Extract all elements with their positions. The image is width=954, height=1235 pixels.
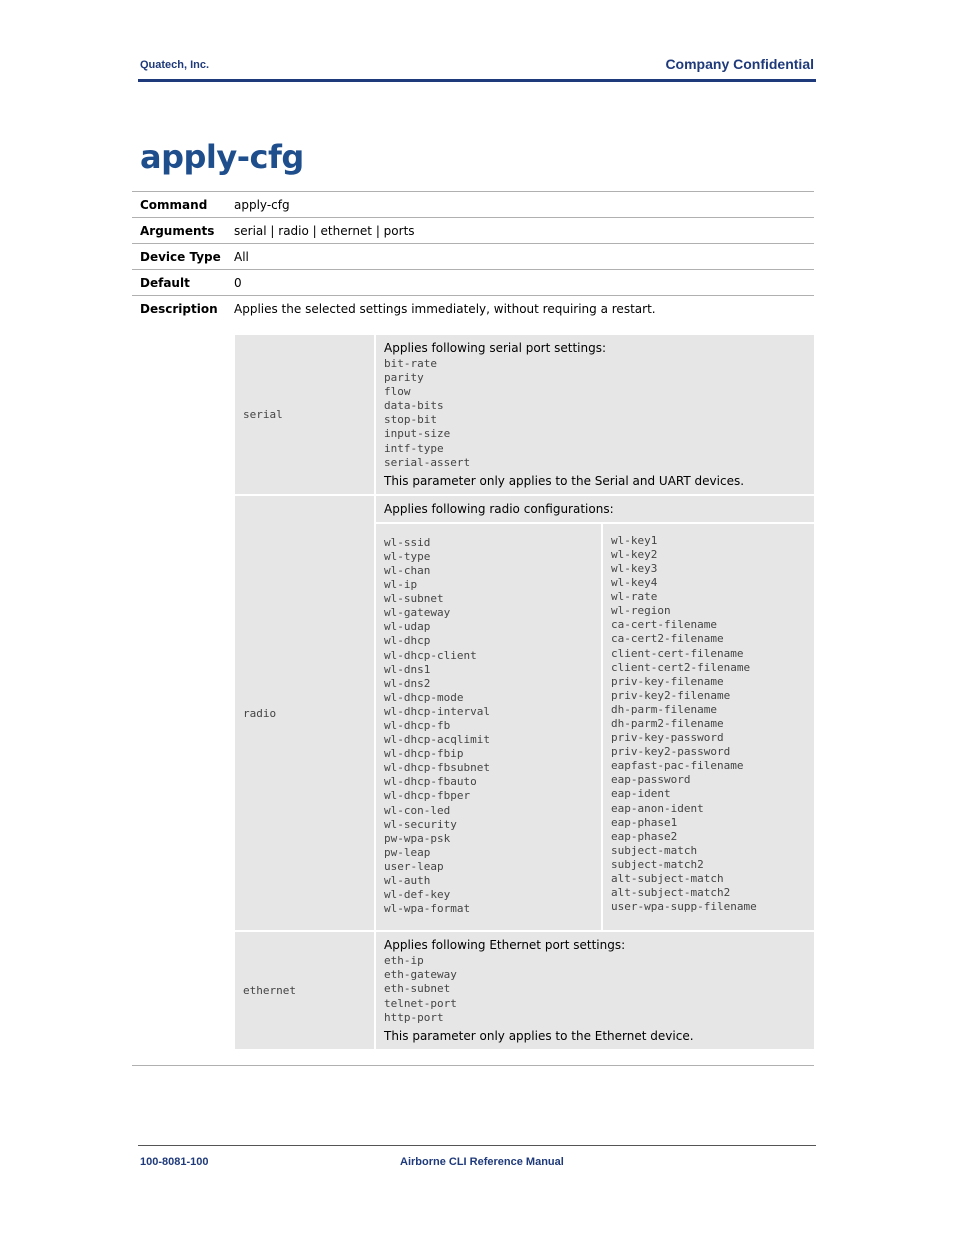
property-value: 0 bbox=[234, 275, 242, 290]
setting-name: eth-ip bbox=[384, 954, 424, 968]
setting-name: pw-wpa-psk bbox=[384, 831, 451, 845]
setting-name: wl-key4 bbox=[611, 576, 658, 590]
arg-intro: Applies following Ethernet port settings: bbox=[384, 938, 626, 953]
setting-name: ca-cert2-filename bbox=[611, 632, 724, 646]
setting-name: pw-leap bbox=[384, 845, 431, 859]
setting-name: wl-region bbox=[611, 604, 671, 618]
setting-name: eap-anon-ident bbox=[611, 801, 704, 815]
arg-name: serial bbox=[235, 335, 374, 494]
setting-name: wl-dns1 bbox=[384, 662, 431, 676]
setting-name: ca-cert-filename bbox=[611, 618, 717, 632]
property-value: All bbox=[234, 249, 249, 264]
setting-name: eapfast-pac-filename bbox=[611, 759, 744, 773]
setting-name: wl-dhcp-fbauto bbox=[384, 775, 477, 789]
setting-name: eap-phase2 bbox=[611, 829, 678, 843]
setting-name: wl-key3 bbox=[611, 561, 658, 575]
setting-name: wl-key2 bbox=[611, 547, 658, 561]
setting-name: wl-chan bbox=[384, 563, 431, 577]
property-key: Command bbox=[140, 197, 208, 212]
arg-intro: Applies following serial port settings: bbox=[384, 341, 607, 355]
header-rule bbox=[138, 79, 816, 82]
setting-name: client-cert-filename bbox=[611, 646, 744, 660]
header-confidential: Company Confidential bbox=[665, 56, 814, 72]
setting-name: wl-dns2 bbox=[384, 676, 431, 690]
setting-name: bit-rate bbox=[384, 357, 437, 370]
setting-name: wl-udap bbox=[384, 620, 431, 634]
setting-name: serial-assert bbox=[384, 455, 471, 469]
setting-name: eth-gateway bbox=[384, 968, 457, 982]
arg-setting-list bbox=[384, 357, 806, 470]
setting-name: wl-key1 bbox=[611, 533, 658, 547]
setting-name: telnet-port bbox=[384, 996, 457, 1010]
arg-note: This parameter only applies to the Serial and UART devices. bbox=[384, 473, 745, 488]
property-row bbox=[132, 269, 814, 295]
setting-name: wl-dhcp-fbip bbox=[384, 747, 464, 761]
setting-name: wl-con-led bbox=[384, 803, 451, 817]
arg-name: ethernet bbox=[235, 932, 374, 1048]
page-title: apply-cfg bbox=[140, 138, 304, 176]
setting-name: eap-phase1 bbox=[611, 815, 678, 829]
setting-name: wl-security bbox=[384, 817, 457, 831]
setting-name: eth-subnet bbox=[384, 982, 451, 996]
table-bottom-rule bbox=[132, 1065, 814, 1066]
setting-name: wl-dhcp-fbper bbox=[384, 789, 471, 803]
setting-name: data-bits bbox=[384, 399, 444, 413]
property-key: Default bbox=[140, 275, 190, 290]
setting-name: input-size bbox=[384, 427, 451, 441]
setting-name: client-cert2-filename bbox=[611, 660, 751, 674]
setting-name: wl-dhcp-client bbox=[384, 648, 477, 662]
setting-name: wl-subnet bbox=[384, 592, 444, 606]
setting-name: intf-type bbox=[384, 441, 444, 455]
setting-name: subject-match2 bbox=[611, 857, 704, 871]
arg-detail bbox=[376, 496, 814, 931]
setting-name: alt-subject-match2 bbox=[611, 886, 731, 900]
setting-name: priv-key-password bbox=[611, 731, 724, 745]
arg-setting-list bbox=[376, 524, 601, 931]
arg-row-ethernet bbox=[235, 932, 814, 1050]
setting-name: wl-gateway bbox=[384, 606, 451, 620]
setting-name: http-port bbox=[384, 1010, 444, 1024]
setting-name: dh-parm2-filename bbox=[611, 716, 724, 730]
property-key: Arguments bbox=[140, 223, 215, 238]
setting-name: priv-key-filename bbox=[611, 674, 724, 688]
footer-rule bbox=[138, 1145, 816, 1146]
property-key: Device Type bbox=[140, 249, 221, 264]
arg-intro: Applies following radio configurations: bbox=[376, 496, 814, 524]
setting-name: user-leap bbox=[384, 859, 444, 873]
arg-detail bbox=[376, 932, 814, 1048]
setting-name: dh-parm-filename bbox=[611, 702, 717, 716]
setting-name: priv-key2-password bbox=[611, 745, 731, 759]
property-row bbox=[132, 295, 814, 321]
property-row bbox=[132, 217, 814, 243]
setting-name: user-wpa-supp-filename bbox=[611, 900, 757, 914]
footer-manual-title: Airborne CLI Reference Manual bbox=[400, 1156, 564, 1168]
header-company: Quatech, Inc. bbox=[140, 59, 210, 71]
property-key: Description bbox=[140, 301, 218, 316]
property-value: apply-cfg bbox=[234, 197, 290, 212]
setting-name: wl-dhcp-fbsubnet bbox=[384, 761, 490, 775]
setting-name: wl-dhcp bbox=[384, 634, 431, 648]
arg-row-serial bbox=[235, 335, 814, 496]
property-value: Applies the selected settings immediately, without requiring a restart. bbox=[234, 301, 656, 316]
arg-row-radio bbox=[235, 496, 814, 933]
setting-name: wl-auth bbox=[384, 874, 431, 887]
arg-setting-list bbox=[603, 524, 814, 931]
setting-name: wl-ip bbox=[384, 578, 418, 592]
setting-name: flow bbox=[384, 385, 411, 399]
arg-name: radio bbox=[235, 496, 374, 931]
property-row bbox=[132, 191, 814, 217]
property-row bbox=[132, 243, 814, 269]
setting-name: eap-ident bbox=[611, 787, 671, 801]
setting-name: wl-dhcp-interval bbox=[384, 704, 490, 718]
properties-table bbox=[132, 191, 814, 321]
setting-name: priv-key2-filename bbox=[611, 688, 731, 702]
setting-name: parity bbox=[384, 371, 424, 385]
arg-detail bbox=[376, 335, 814, 494]
setting-name: wl-rate bbox=[611, 590, 658, 604]
setting-name: alt-subject-match bbox=[611, 872, 724, 885]
setting-name: wl-dhcp-mode bbox=[384, 690, 464, 704]
setting-name: wl-ssid bbox=[384, 535, 431, 549]
setting-name: stop-bit bbox=[384, 413, 437, 427]
setting-name: wl-dhcp-acqlimit bbox=[384, 733, 490, 747]
arg-note: This parameter only applies to the Ethernet device. bbox=[384, 1028, 694, 1043]
setting-name: wl-wpa-format bbox=[384, 902, 471, 916]
setting-name: wl-def-key bbox=[384, 888, 451, 902]
arguments-table bbox=[235, 335, 814, 1051]
footer-doc-number: 100-8081-100 bbox=[140, 1156, 209, 1168]
setting-name: eap-password bbox=[611, 773, 691, 787]
arg-setting-list bbox=[384, 954, 806, 1024]
radio-columns bbox=[376, 524, 814, 931]
setting-name: wl-type bbox=[384, 549, 431, 563]
setting-name: wl-dhcp-fb bbox=[384, 718, 451, 732]
property-value: serial | radio | ethernet | ports bbox=[234, 223, 415, 238]
setting-name: subject-match bbox=[611, 843, 698, 857]
